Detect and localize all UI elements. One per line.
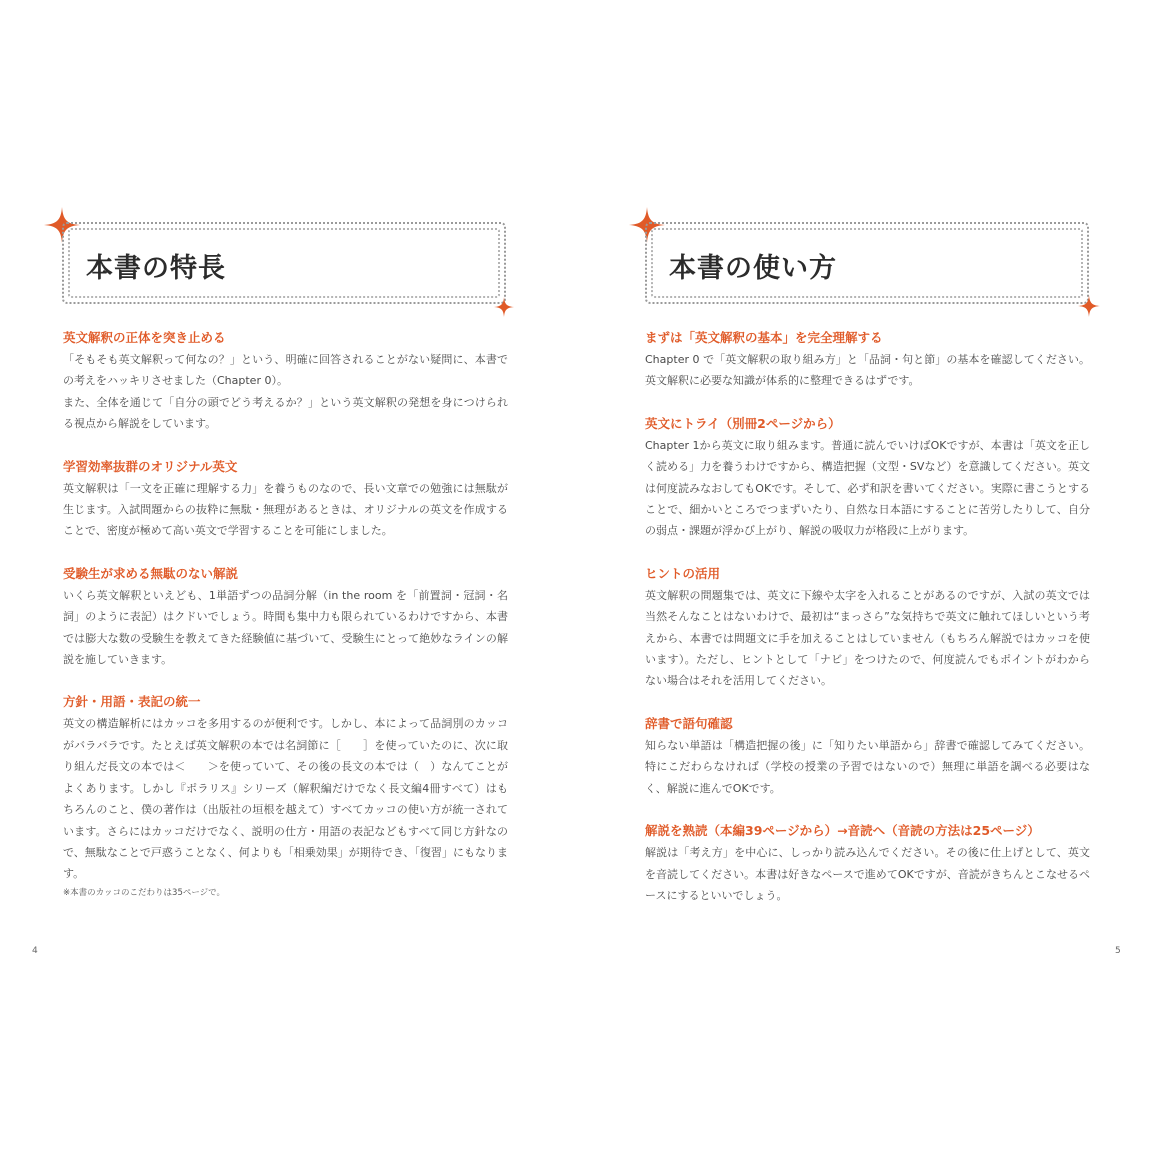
right-page xyxy=(575,0,1150,1150)
usage-section xyxy=(645,821,1090,906)
usage-section xyxy=(645,328,1090,392)
footnote: ※本書のカッコのこだわりは35ページで。 xyxy=(63,887,226,898)
features-list xyxy=(63,328,508,922)
section-body: 解説は「考え方」を中心に、しっかり読み込んでください。その後に仕上げとして、英文を音読してください。本書は好きなペースで進めてOKですが、音読がきちんとこなせるペースにするといいでしょう。 xyxy=(645,846,1090,902)
section-heading: 解説を熟読（本編39ページから）→音読へ（音読の方法は25ページ） xyxy=(645,823,1040,839)
title-frame xyxy=(62,222,506,304)
usage-section xyxy=(645,414,1090,542)
section-body: いくら英文解釈といえども、1単語ずつの品詞分解（in the room を「前置詞・冠詞・名詞」のように表記）はクドいでしょう。時間も集中力も限られているわけですから、本書では膨大な数の受験生を教えてきた経験値に基づいて、受験生にとって絶妙なラインの解説を施していきます。 xyxy=(63,588,508,667)
feature-section xyxy=(63,692,508,899)
section-body: 英文の構造解析にはカッコを多用するのが便利です。しかし、本によって品詞別のカッコがバラバラです。たとえば英文解釈の本では名詞節に［ ］を使っていたのに、次に取り組んだ長文の本では＜ ＞を使っていて、その後の長文の本では（ ）なんてことがよくあります。しかし『ポラリス』シリーズ（解釈編だけでなく長文編4冊すべて）はもちろんのこと、僕の著作は（出版社の垣根を越えて）すべてカッコの使い方が統一されています。さらにはカッコだけでなく、説明の仕方・用語の表記などもすべて同じ方針なので、無駄なことで戸惑うことなく、何よりも「相乗効果」が期待でき、「復習」にもなります。 xyxy=(63,717,508,881)
usage-section xyxy=(645,714,1090,799)
section-heading: 英文解釈の正体を突き止める xyxy=(63,330,226,345)
sparkle-icon xyxy=(494,297,514,317)
page-number: 5 xyxy=(1115,946,1121,956)
section-heading: まずは「英文解釈の基本」を完全理解する xyxy=(645,330,883,345)
section-body: 「そもそも英文解釈って何なの？」という、明確に回答されることがない疑問に、本書での考えをハッキリさせました（Chapter 0）。 また、全体を通じて「自分の頭でどう考えるか？」という英文解釈の発想を身につけられる視点から解説をしています。 xyxy=(63,353,508,431)
section-heading: ヒントの活用 xyxy=(645,565,721,581)
feature-section xyxy=(63,564,508,671)
page-title: 本書の使い方 xyxy=(669,253,837,284)
section-body: Chapter 0 で「英文解釈の取り組み方」と「品詞・句と節」の基本を確認してください。英文解釈に必要な知識が体系的に整理できるはずです。 xyxy=(645,353,1090,388)
title-frame xyxy=(645,222,1089,304)
sparkle-icon xyxy=(1078,295,1100,317)
section-heading: 英文にトライ（別冊2ページから） xyxy=(645,415,841,431)
section-heading: 方針・用語・表記の統一 xyxy=(63,694,201,710)
section-heading: 受験生が求める無駄のない解説 xyxy=(63,565,239,581)
section-body: 知らない単語は「構造把握の後」に「知りたい単語から」辞書で確認してみてください。特にこだわらなければ（学校の授業の予習ではないので）無理に単語を調べる必要はなく、解説に進んでOKです。 xyxy=(645,738,1090,795)
section-heading: 辞書で語句確認 xyxy=(645,715,733,731)
usage-section xyxy=(645,564,1090,692)
feature-section xyxy=(63,457,508,542)
page-title: 本書の特長 xyxy=(86,253,226,284)
page-number: 4 xyxy=(32,946,38,956)
section-body: 英文解釈は「一文を正確に理解する力」を養うものなので、長い文章での勉強には無駄が生じます。入試問題からの抜粋に無駄・無理があるときは、オリジナルの英文を作成することで、密度が極めて高い英文で学習することを可能にしました。 xyxy=(63,481,508,538)
section-body: 英文解釈の問題集では、英文に下線や太字を入れることがあるのですが、入試の英文では当然そんなことはないわけで、最初は“まっさら”な気持ちで英文に触れてほしいという考えから、本書では問題文に手を加えることはしていません（もちろん解説ではカッコを使います）。ただし、ヒントとして「ナビ」をつけたので、何度読んでもポイントがわからない場合はそれを活用してください。 xyxy=(645,588,1090,688)
section-heading: 学習効率抜群のオリジナル英文 xyxy=(63,458,238,474)
section-body: Chapter 1から英文に取り組みます。普通に読んでいけばOKですが、本書は「英文を正しく読める」力を養うわけですから、構造把握（文型・SVなど）を意識してください。英文は何度読みなおしてもOKです。そして、必ず和訳を書いてください。実際に書こうとすることで、細かいところでつまずいたり、自然な日本語にすることに苦労したりして、自分の弱点・課題が浮かび上がり、解説の吸収力が格段に上がります。 xyxy=(645,438,1090,538)
feature-section xyxy=(63,328,508,435)
usage-list xyxy=(645,328,1090,928)
